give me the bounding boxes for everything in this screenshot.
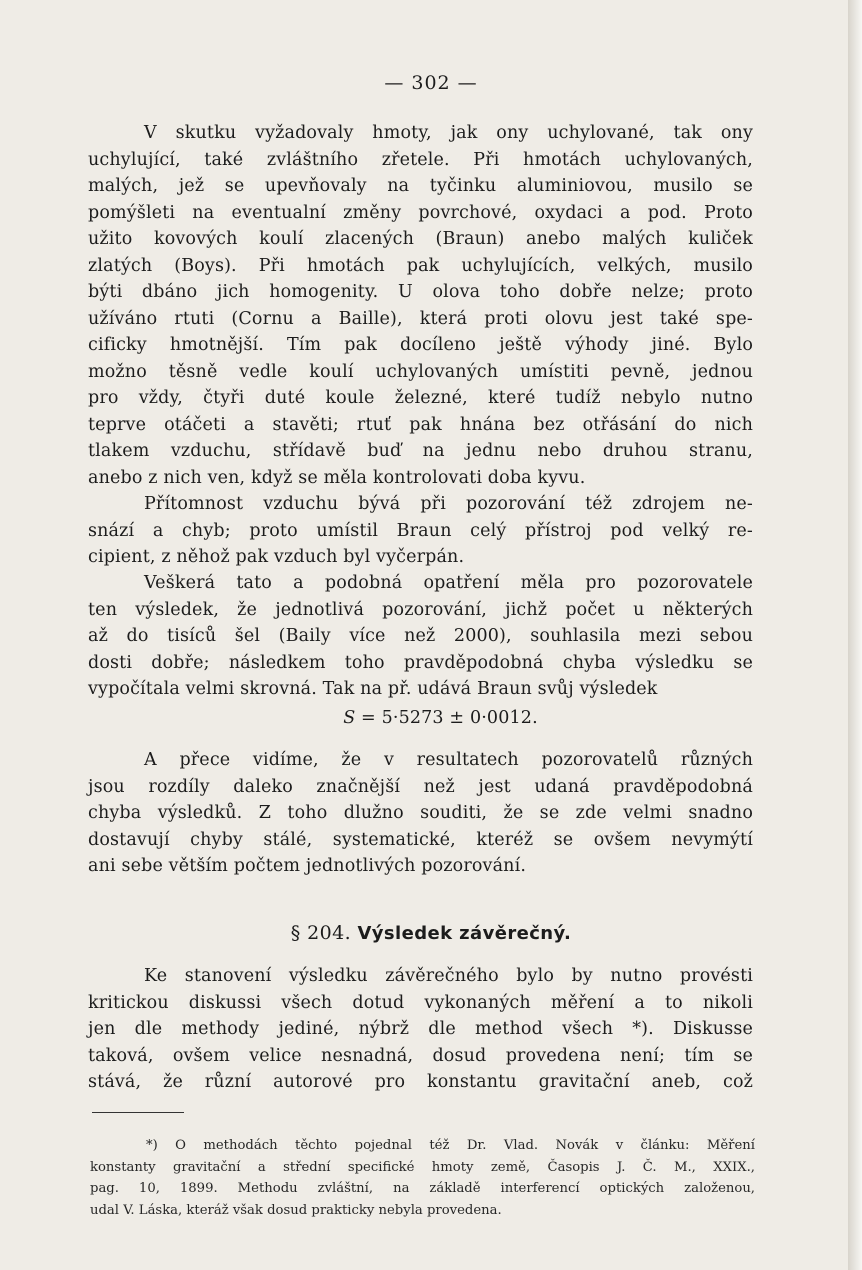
text-line: jen dle methody jediné, nýbrž dle method všech *). Diskusse xyxy=(88,1019,753,1039)
paragraph-2 xyxy=(88,491,753,571)
text-line: cificky hmotnější. Tím pak docíleno ještě výhody jiné. Bylo xyxy=(88,335,753,355)
text-line: konstanty gravitační a střední specifické hmoty země, Časopis J. Č. M., XXIX., xyxy=(90,1159,755,1175)
footnote-divider xyxy=(92,1112,184,1113)
text-line: býti dbáno jich homogenity. U olova toho dobře nelze; proto xyxy=(88,282,753,302)
text-line: cipient, z něhož pak vzduch byl vyčerpán. xyxy=(88,547,465,567)
text-line: pomýšleti na eventualní změny povrchové, oxydaci a pod. Proto xyxy=(88,202,753,223)
text-line: až do tisíců šel (Baily více než 2000), souhlasila mezi sebou xyxy=(88,626,753,646)
paragraph-4 xyxy=(88,747,753,880)
text-line: malých, jež se upevňovaly na tyčinku aluminiovou, musilo se xyxy=(88,176,753,196)
formula-value: = 5·5273 ± 0·0012. xyxy=(355,708,538,728)
formula xyxy=(88,705,753,732)
page-number: — 302 — xyxy=(384,72,478,94)
text-line: dosti dobře; následkem toho pravděpodobná chyba výsledku se xyxy=(88,652,753,673)
text-line: vypočítala velmi skrovná. Tak na př. udává Braun svůj výsledek xyxy=(88,679,658,699)
footnote xyxy=(90,1135,755,1221)
page-edge-shadow xyxy=(848,0,862,1270)
section-heading xyxy=(0,922,862,944)
text-line: pag. 10, 1899. Methodu zvláštní, na základě interferencí optických založenou, xyxy=(90,1181,755,1197)
paragraph-3 xyxy=(88,570,753,703)
text-line: dostavují chyby stálé, systematické, kteréž se ovšem nevymýtí xyxy=(88,829,753,850)
text-line: ani sebe větším počtem jednotlivých pozorování. xyxy=(88,856,527,876)
text-line: Veškerá tato a podobná opatření měla pro pozorovatele xyxy=(144,573,753,593)
text-line: pro vždy, čtyři duté koule železné, které tudíž nebylo nutno xyxy=(88,388,753,408)
text-line: chyba výsledků. Z toho dlužno souditi, že se zde velmi snadno xyxy=(88,803,753,823)
text-line: teprve otáčeti a stavěti; rtuť pak hnána bez otřásání do nich xyxy=(88,414,753,435)
formula-line xyxy=(88,705,753,732)
text-line: možno těsně vedle koulí uchylovaných umístiti pevně, jednou xyxy=(88,361,753,382)
text-line: Ke stanovení výsledku závěrečného bylo by nutno provésti xyxy=(144,966,753,986)
paragraph-1 xyxy=(88,120,753,491)
text-line: udal V. Láska, kteráž však dosud prakticky nebyla provedena. xyxy=(90,1202,502,1218)
text-line: zlatých (Boys). Při hmotách pak uchylujících, velkých, musilo xyxy=(88,255,753,276)
text-line: stává, že různí autorové pro konstantu gravitační aneb, což xyxy=(88,1072,753,1092)
text-line: užito kovových koulí zlacených (Braun) anebo malých kuliček xyxy=(88,229,753,249)
text-line: anebo z nich ven, když se měla kontrolovati doba kyvu. xyxy=(88,467,586,488)
text-line: taková, ovšem velice nesnadná, dosud provedena není; tím se xyxy=(88,1045,753,1066)
text-line: jsou rozdíly daleko značnější než jest udaná pravděpodobná xyxy=(88,776,753,797)
section-number: § 204. xyxy=(290,922,352,944)
text-line: Přítomnost vzduchu bývá při pozorování též zdrojem ne- xyxy=(144,494,753,514)
text-line: snází a chyb; proto umístil Braun celý přístroj pod velký re- xyxy=(88,520,753,541)
text-line: uchylující, také zvláštního zřetele. Při hmotách uchylovaných, xyxy=(88,149,753,170)
section-title: Výsledek závěrečný. xyxy=(357,923,572,944)
text-line: kritickou diskussi všech dotud vykonaných měření a to nikoli xyxy=(88,992,753,1013)
text-line: *) O methodách těchto pojednal též Dr. Vlad. Novák v článku: Měření xyxy=(146,1138,755,1154)
paragraph-5 xyxy=(88,963,753,1096)
text-line: ten výsledek, že jednotlivá pozorování, jichž počet u některých xyxy=(88,599,753,620)
formula-symbol: S xyxy=(343,708,356,728)
text-line: V skutku vyžadovaly hmoty, jak ony uchylované, tak ony xyxy=(144,123,753,143)
text-line: A přece vidíme, že v resultatech pozorovatelů různých xyxy=(144,750,753,770)
text-line: tlakem vzduchu, střídavě buď na jednu nebo druhou stranu, xyxy=(88,441,753,461)
text-line: užíváno rtuti (Cornu a Baille), která proti olovu jest také spe- xyxy=(88,308,753,329)
